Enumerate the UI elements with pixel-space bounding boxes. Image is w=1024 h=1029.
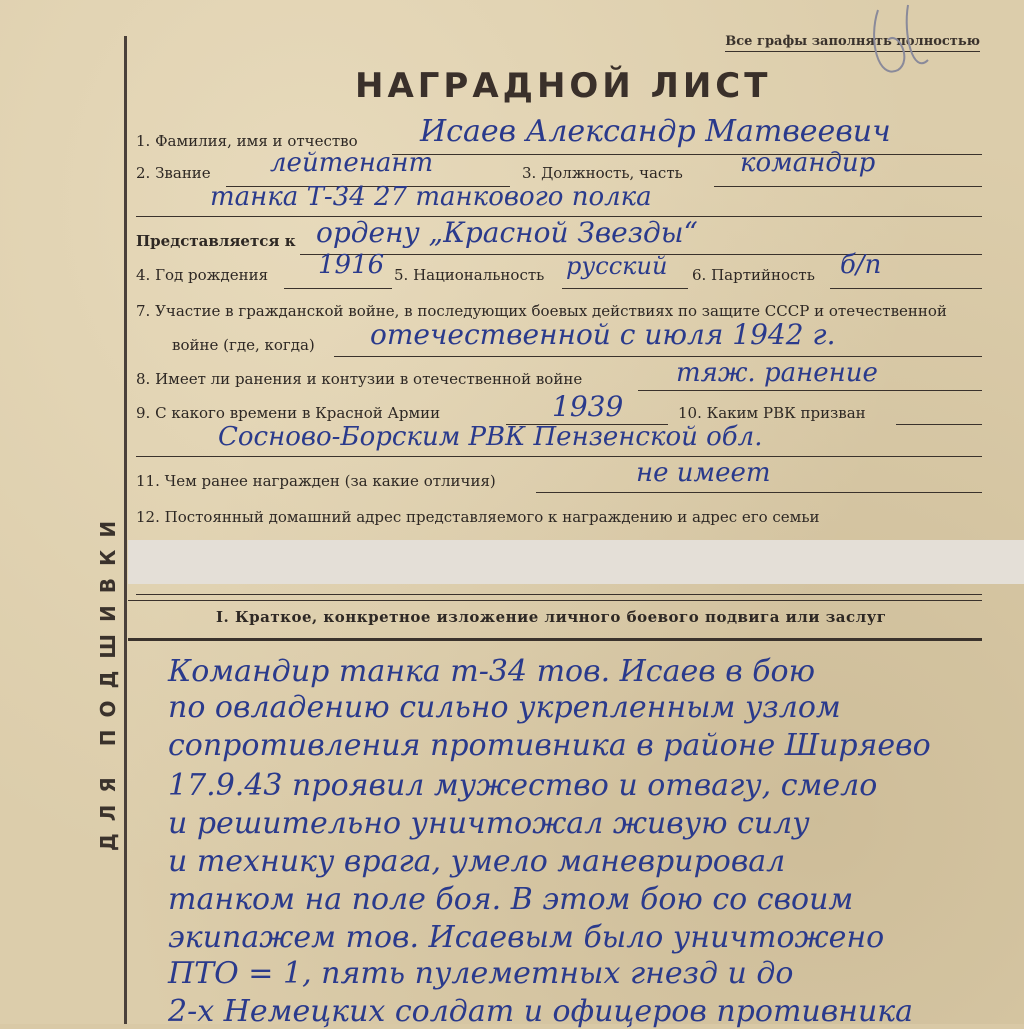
field-7-underline	[334, 356, 982, 357]
presented-label: Представляется к	[136, 232, 296, 250]
field-2-label: 2. Звание	[136, 164, 211, 182]
field-9-value: 1939	[552, 390, 624, 423]
field-3-label: 3. Должность, часть	[522, 164, 683, 182]
story-line: экипажем тов. Исаевым было уничтожено	[168, 920, 885, 955]
field-12-underline	[136, 594, 982, 595]
field-9-label: 9. С какого времени в Красной Армии	[136, 404, 441, 422]
field-7-label: 7. Участие в гражданской войне, в последующих боевых действиях по защите СССР и отечественной	[136, 302, 947, 320]
binding-label-text: ДЛЯ ПОДШИВКИ	[96, 508, 120, 852]
field-7-value: отечественной с июля 1942 г.	[370, 318, 836, 351]
field-11-label: 11. Чем ранее награжден (за какие отличия)	[136, 472, 496, 490]
story-line: 17.9.43 проявил мужество и отвагу, смело	[168, 768, 878, 803]
field-8-underline	[638, 390, 982, 391]
field-1-value: Исаев Александр Матвеевич	[420, 114, 891, 149]
field-6-label: 6. Партийность	[692, 266, 815, 284]
field-10-cont-underline	[136, 456, 982, 457]
field-8-value: тяж. ранение	[676, 358, 878, 388]
field-4-label: 4. Год рождения	[136, 266, 269, 284]
section-bottom-rule	[128, 638, 982, 641]
presented-value: ордену „Красной Звезды“	[316, 216, 698, 249]
field-6-value: б/п	[840, 250, 882, 280]
field-1-underline	[392, 154, 982, 155]
field-10-underline	[896, 424, 982, 425]
field-8-label: 8. Имеет ли ранения и контузии в отечественной войне	[136, 370, 583, 388]
field-11-value: не имеет	[636, 458, 771, 488]
field-5-label: 5. Национальность	[394, 266, 545, 284]
field-5-value: русский	[566, 252, 668, 280]
section-1-heading: I. Краткое, конкретное изложение личного боевого подвига или заслуг	[216, 608, 887, 626]
story-line: ПТО = 1, пять пулеметных гнезд и до	[168, 956, 794, 991]
story-line: Командир танка т-34 тов. Исаев в бою	[168, 654, 816, 689]
page-title: НАГРАДНОЙ ЛИСТ	[355, 66, 772, 106]
story-line: сопротивления противника в районе Ширяево	[168, 728, 931, 763]
field-3-value-cont: танка Т-34 27 танкового полка	[210, 182, 652, 212]
story-line: 2-х Немецких солдат и офицеров противника	[168, 994, 914, 1029]
story-line: по овладению сильно укрепленным узлом	[168, 690, 841, 725]
field-3-value: командир	[740, 148, 876, 178]
field-5-underline	[562, 288, 688, 289]
field-12-label: 12. Постоянный домашний адрес представляемого к награждению и адрес его семьи	[136, 508, 820, 526]
corner-instruction: Все графы заполнять полностью	[725, 34, 980, 52]
section-top-rule	[128, 600, 982, 601]
field-3-underline	[714, 186, 982, 187]
field-10-label: 10. Каким РВК призван	[678, 404, 866, 422]
redacted-address	[128, 540, 1024, 584]
story-line: и технику врага, умело маневрировал	[168, 844, 786, 879]
field-4-value: 1916	[318, 250, 385, 280]
field-7-label-cont: войне (где, когда)	[172, 336, 315, 354]
story-line: и решительно уничтожал живую силу	[168, 806, 810, 841]
field-11-underline	[536, 492, 982, 493]
story-line: танком на поле боя. В этом бою со своим	[168, 882, 854, 917]
pencil-scribble-mark	[858, 0, 938, 90]
binding-label	[88, 490, 128, 870]
field-6-underline	[830, 288, 982, 289]
field-4-underline	[284, 288, 392, 289]
field-2-value: лейтенант	[270, 148, 434, 178]
field-10-value: Сосново-Борским РВК Пензенской обл.	[218, 422, 763, 452]
field-1-label: 1. Фамилия, имя и отчество	[136, 132, 358, 150]
